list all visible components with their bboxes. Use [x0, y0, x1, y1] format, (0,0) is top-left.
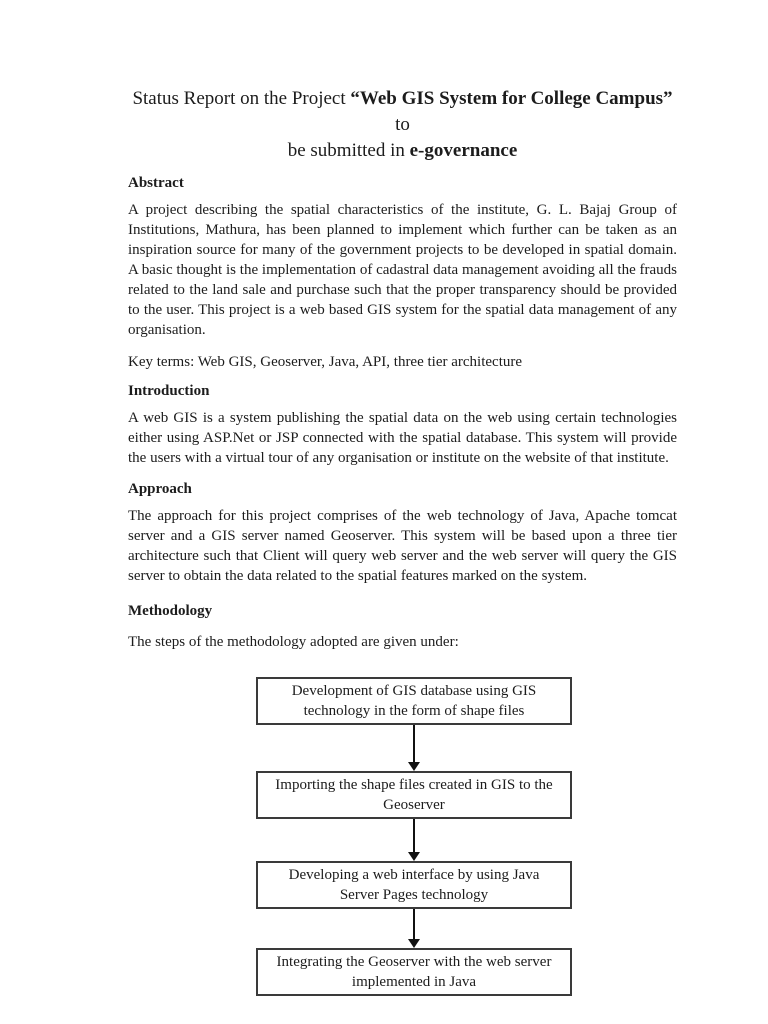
flow-arrow-3 [256, 909, 572, 948]
title-text: to [395, 114, 410, 135]
page-title [128, 86, 677, 164]
title-project-name: “Web GIS System for College Campus” [350, 88, 673, 109]
section-heading-approach: Approach [128, 481, 192, 497]
flowchart-step-2 [256, 771, 572, 819]
page-title-line-2 [128, 138, 677, 164]
section-heading-abstract: Abstract [128, 175, 184, 191]
flowchart-step-3-line-2: Server Pages technology [339, 887, 489, 903]
flowchart-step-1 [256, 677, 572, 725]
page-title-line-1 [128, 86, 677, 138]
arrow-shaft [413, 819, 415, 852]
abstract-paragraph: A project describing the spatial characteristics of the institute, G. L. Bajaj Group of Institutions, Mathura, has been planned to implement which further can be taken as an inspiration source for many of the government projects to be developed in spatial domain. A basic thought is the implementation of cadastral data management avoiding all the frauds related to the land sale and purchase such that the proper transparency should be provided to the user. This project is a web based GIS system for the spatial data management of any organisation. [128, 202, 677, 338]
methodology-intro-line: The steps of the methodology adopted are given under: [128, 634, 459, 650]
introduction-paragraph: A web GIS is a system publishing the spatial data on the web using certain technologies either using ASP.Net or JSP connected with the spatial database. This system will provide the users with a virtual tour of any organisation or institute on the website of that institute. [128, 410, 677, 466]
flowchart-step-1-line-1: Development of GIS database using GIS [291, 683, 537, 699]
approach-paragraph: The approach for this project comprises of the web technology of Java, Apache tomcat server and a GIS server named Geoserver. This system will be based upon a three tier architecture such that Client will query web server and the web server will query the GIS server to obtain the data related to the spatial features marked on the system. [128, 508, 677, 584]
arrow-shaft [413, 725, 415, 762]
flowchart-step-2-line-1: Importing the shape files created in GIS to the [275, 777, 553, 793]
flowchart-step-4-line-2: implemented in Java [351, 974, 477, 990]
methodology-flowchart [256, 677, 572, 996]
flowchart-step-3 [256, 861, 572, 909]
arrow-down-icon [408, 939, 420, 948]
section-heading-methodology: Methodology [128, 603, 213, 619]
title-text: Status Report on the Project [132, 88, 351, 109]
flowchart-step-4-line-1: Integrating the Geoserver with the web server [276, 954, 552, 970]
flowchart-step-1-line-2: technology in the form of shape files [303, 703, 525, 719]
flowchart-step-3-line-1: Developing a web interface by using Java [288, 867, 540, 883]
arrow-down-icon [408, 852, 420, 861]
flow-arrow-2 [256, 819, 572, 861]
title-course-name: e-governance [409, 140, 518, 161]
key-terms-line: Key terms: Web GIS, Geoserver, Java, API, three tier architecture [128, 354, 523, 370]
flowchart-step-4 [256, 948, 572, 996]
arrow-down-icon [408, 762, 420, 771]
title-text: be submitted in [287, 140, 410, 161]
flow-arrow-1 [256, 725, 572, 771]
arrow-shaft [413, 909, 415, 939]
flowchart-step-2-line-2: Geoserver [383, 797, 445, 813]
section-heading-introduction: Introduction [128, 383, 210, 399]
